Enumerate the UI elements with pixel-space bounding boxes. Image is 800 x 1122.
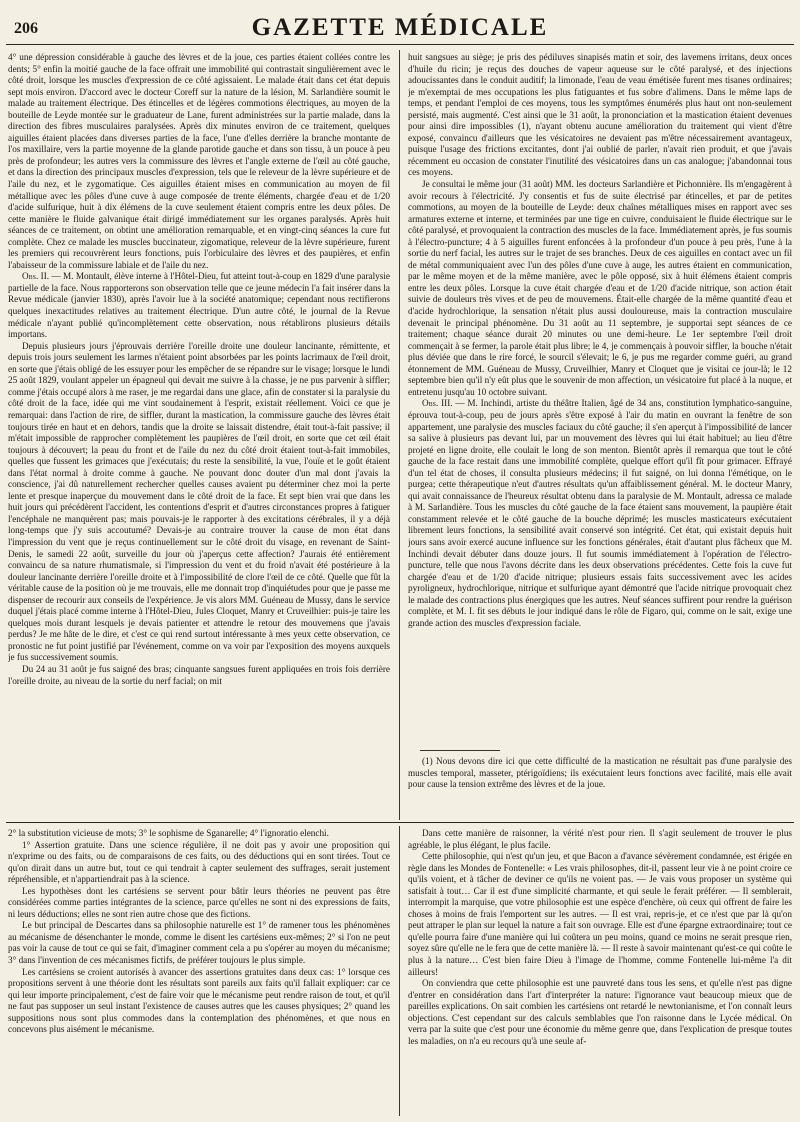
column-divider <box>399 50 400 820</box>
paragraph-text: — M. Inchindi, artiste du théâtre Italien, âgé de 34 ans, constitution lymphatico-sanguine, éprouva tout-à-coup, peu de jours après s'être exposé à l'air du matin en ouvrant la fenêtre de son appartement, une paralysie des muscles faciaux du côté gauche; il s'en aperçut à l'impossibilité de lancer sa salive à plusieurs pas devant lui, par un mouvement des lèvres qui lui était habituel; au lieu d'être projeté en ligne droite, elle coulait le long de son menton. Bientôt après il remarqua que tout le côté gauche de la face restait dans une immobilité complète, quelque effort qu'il fît pour grimacer. Effrayé d'un tel état de choses, il consulta plusieurs médecins; il fut saigné, on lui donna l'émétique, on le purgea; cette thérapeutique n'eut d'autres résultats qu'un affaiblissement général. M. le docteur Manry, qui avait connaissance de l'heureux résultat obtenu dans la paralysie de M. Montault, adressa ce malade à M. Sarlandière. Tous les muscles du côté gauche de la face étaient sans mouvement, la paupière était constamment relevée et le côté gauche de la bouche déprimé; les muscles masticateurs exécutaient librement leurs fonctions, la sensibilité avait conservé son intégrité. Cet état, qui existait depuis huit jours sans avoir exercé aucune influence sur les fonctions générales, était d'autant plus fâcheux que M. Inchindi devait débuter dans douze jours. Il fut soumis immédiatement à l'opération de l'électro-puncture, telle que nous l'avons décrite dans les deux observations précédentes. Cette fois la cuve fut chargée d'eau et de 1/20 d'acide nitrique; plusieurs essais faits successivement avec les acides pyroligneux, hydrochlorique, nitrique et sulfurique ayant démontré que l'acide nitrique provoquait chez le malade des contractions plus énergiques que les autres. Neuf séances suffirent pour rendre la guérison complète, et M. I. fit ses débuts le jour indiqué dans le rôle de Figaro, qui, comme on le sait, exige une grande action des muscles d'expression faciale. <box>408 398 792 628</box>
paragraph <box>8 271 390 340</box>
running-head <box>6 14 794 45</box>
observation-lead: Obs. III. <box>422 398 453 409</box>
paragraph <box>408 398 792 629</box>
right-column-bottom <box>408 828 792 1116</box>
paragraph: 2° la substitution vicieuse de mots; 3° le sophisme de Sganarelle; 4° l'ignoratio elenchi. <box>8 828 329 838</box>
page-number: 206 <box>14 20 38 37</box>
footnote-divider <box>420 750 500 751</box>
paragraph: On conviendra que cette philosophie est une pauvreté dans tous les sens, et qu'elle n'est pas digne d'entrer en considération dans l'art d'interpréter la nature: l'ignorance vaut beaucoup mieux que de pareilles explications. On sait combien les cartésiens ont retardé le newtonianisme, et l'on connaît leurs objections. C'est cependant sur des calculs semblables que l'on raisonne dans le Lycée médical. On verra par la suite que c'est pour une économie du même genre que, dans l'explication de presque toutes les maladies, on n'a eu recours qu'à une seule af- <box>408 978 792 1046</box>
paragraph: Les hypothèses dont les cartésiens se servent pour bâtir leurs théories ne peuvent pas être considérées comme parties intégrantes de la science, parce qu'elles ne sont ni des expressions de faits, ni leurs déductions; elles ne sont rien autre chose que des fictions. <box>8 885 390 919</box>
left-column-bottom <box>8 828 390 1116</box>
paragraph: Dans cette manière de raisonner, la vérité n'est pour rien. Il s'agit seulement de trouver le plus agréable, le plus élégant, le plus facile. <box>408 828 792 850</box>
observation-lead: Obs. II. <box>22 271 50 282</box>
paragraph: Du 24 au 31 août je fus saigné des bras; cinquante sangsues furent appliquées en trois fois derrière l'oreille droite, au niveau de la sortie du nerf facial; on mit <box>8 663 390 686</box>
left-column-top <box>8 52 390 820</box>
paragraph: 4° une dépression considérable à gauche des lèvres et de la joue, ces parties étaient collées contre les dents; 5° enfin la moitié gauche de la face offrait une immobilité qui contrastait singulièrement avec le côté droit, lorsque les muscles d'expression de ce côté agissaient. Le malade était dans cet état depuis sept mois environ. D'accord avec le docteur Coreff sur la nature de la lésion, M. Sarlandière soumit le malade au traitement électrique. Des étincelles et de légères commotions électriques, au moyen de la bouteille de Leyde montée sur le graduateur de Lane, furent administrées sur la partie malade, dans la direction des fibres musculaires paralysées. Après dix minutes environ de ce traitement, quelques aiguilles étaient placées dans diverses parties de la face, l'une d'elles derrière la branche montante de l'os maxillaire, vers la partie moyenne de la glande parotide gauche et dans son tissu, à un pouce à peu près de profondeur; les autres vers la commissure des lèvres et l'angle externe de l'œil au côté gauche, et dans la direction des principaux muscles d'expression, tels que le releveur de la lèvre supérieure et de l'aile du nez, et le zygomatique. Ces aiguilles étaient mises en communication au moyen de fil métallique avec les pôles d'une cuve à auge composée de trente éléments, chargée d'eau et de 1/20 d'acide sulfurique, huit à dix élémens de la cuve seulement étaient compris entre les deux pôles. De cette manière le fluide galvanique était dirigé immédiatement sur les organes paralysés. Après huit séances de ce traitement, on obtint une amélioration remarquable, et en vingt-cinq séances la cure fut complète. Chez ce malade les muscles buccinateur, zigomatique, releveur de la lèvre supérieure, furent les premiers qui recouvrèrent leurs fonctions, puis l'orbiculaire des lèvres et des paupières, et enfin l'abaisseur de la commissure labiale et de l'aile du nez. <box>8 52 390 270</box>
paragraph: huit sangsues au siège; je pris des pédiluves sinapisés matin et soir, des lavemens irritans, deux onces d'huile du ricin; je reçus des douches de vapeur aqueuse sur le côté paralysé, et des injections adoucissantes dans le conduit auditif; la limonade, l'eau de veau émétisée furent mes tisanes ordinaires; je m'exemptai de mes occupations les plus fatiguantes et fus sobre d'alimens. Dans le même laps de temps, et pendant l'emploi de ces moyens, tous les symptômes énumérés plus haut ont non-seulement persisté, mais augmenté. C'est ainsi que le 31 août, la prononciation et la mastication étaient devenues pour ainsi dire impossibles (1), n'ayant obtenu aucune amélioration du traitement qui vient d'être exposé, convaincu d'ailleurs que les vésicatoires ne devaient pas m'être nécessairement avantageux, puisque l'usage des frictions excitantes, dont j'ai oublié de parler, n'avait rien produit, et que j'avais récemment eu occasion de constater l'inutilité des vésicatoires dans un cas analogue; j'abandonnai tous ces moyens. <box>408 52 792 178</box>
footnote <box>408 756 792 818</box>
paragraph: Le but principal de Descartes dans sa philosophie naturelle est 1° de ramener tous les phénomènes au mécanisme de désenchanter le monde, comme le disent les cartésiens eux-mêmes; 2° si l'on ne peut pas voir la cause de tout ce qui se fait, d'imaginer comment cela a pu s'opérer au moyen du mécanisme; 3° dans l'invention de ces mécanismes fictifs, de préférer toujours le plus simple. <box>8 920 390 966</box>
paragraph: 1° Assertion gratuite. Dans une science régulière, il ne doit pas y avoir une proposition qui n'exprime ou des faits, ou de comparaisons de ces faits, ou des déductions qui en sont tirées. Tout ce qu'on dirait dans un autre but, tout ce qui tendrait à capter seulement des suffrages, serait justement répréhensible, et n'appartiendrait pas à la science. <box>8 839 390 885</box>
journal-title: GAZETTE MÉDICALE <box>251 14 549 41</box>
paragraph: Je consultai le même jour (31 août) MM. les docteurs Sarlandière et Pichonnière. Ils m'engagèrent à avoir recours à l'électricité. J'y consentis et fus de suite électrisé par étincelles, et par de petites commotions, au moyen de la bouteille de Leyde: deux chaînes métalliques mises en rapport avec ses armatures externe et interne, et terminées par une tige en cuivre, conduisaient le fluide électrique sur le côté paralysé, et provoquaient la contraction des muscles de la face. Immédiatement après, je fus soumis à l'électro-puncture; 4 à 5 aiguilles furent enfoncées à la profondeur d'un pouce à peu près, l'une à la sortie du nerf facial, les autres sur le trajet de ses branches. Deux de ces aiguilles en contact avec un fil de métal communiquaient avec l'un des pôles d'une cuve à auge, les autres étaient en communication, par le même moyen et de la même manière, avec le pôle opposé, six à huit élémens étaient compris entre les deux pôles. Lorsque la cuve était chargée d'eau et de 1/20 d'acide nitrique, son action était suivie de douleurs très vives et de peu de mouvemens. Était-elle chargée de la même quantité d'eau et d'acide hydrochlorique, la sensation n'était plus aussi douloureuse, mais la contraction musculaire devenait le principal phénomène. Du 31 août au 11 septembre, je supportai sept séances de ce traitement; chaque séance durait 20 minutes ou une demi-heure. Le 1er septembre l'œil droit commençait à se fermer, la parole était plus libre; le 4, je commençais à pouvoir siffler, la bouche n'était plus déviée que dans le rire forcé, le sourcil s'élevait; le 6, je pus me regarder comme guéri, au grand étonnement de MM. Guéneau de Mussy, Cruveilhier, Manry et Cloquet que je visitai ce jour-là; le 12 septembre bien qu'il n'y eût plus que le souvenir de mon affection, un vésicatoire fut placé à la nuque, et entretenu jusqu'au 10 octobre suivant. <box>408 179 792 397</box>
column-divider <box>399 826 400 1116</box>
footnote-text: (1) Nous devons dire ici que cette difficulté de la mastication ne résultait pas d'une paralysie des muscles temporal, masseter, ptérigoïdiens; ils exécutaient leurs fonctions avec facilité, mais elle avait pour cause la tension extrême des lèvres et de la joue. <box>408 756 792 790</box>
paragraph-text: — M. Montault, élève interne à l'Hôtel-Dieu, fut atteint tout-à-coup en 1829 d'une paralysie partielle de la face. Nous rapporterons son observation telle que ce jeune médecin l'a fait insérer dans la Revue médicale (janvier 1830), après l'avoir lue à la société anatomique; cependant nous rectifierons quelques inexactitudes relatives au traitement électrique. D'un autre côté, le journal de la Revue médicale n'ayant publié qu'incomplètement cette observation, nous rétablirons plusieurs détails importans. <box>8 271 390 340</box>
paragraph: Cette philosophie, qui n'est qu'un jeu, et que Bacon a d'avance sévèrement condamnée, est érigée en règle dans les Mondes de Fontenelle: « Les vrais philosophes, dit-il, passent leur vie à ne point croire ce qu'ils voient, et à tâcher de deviner ce qu'ils ne voient pas. — Je vais vous proposer un système qui satisfait à tout… Car il est d'une simplicité charmante, et qui seule le ferait préférer. — Il semblerait, interrompit la marquise, que votre philosophie est une espèce d'enchère, où ceux qui offrent de faire les choses à moins de frais l'emportent sur les autres. — Il est vrai, repris-je, et ce n'est que par là qu'on peut attraper le plan sur lequel la nature a fait son ouvrage. Elle est d'une épargne extraordinaire; tout ce qu'elle pourra faire d'une manière qui lui coûtera un peu moins, quand ce moins ne serait presque rien, soyez sûre qu'elle ne le fera que de cette manière là. — Il reste à savoir maintenant qu'est-ce qui coûte le plus à la nature… C'est bien faire Dieu à l'image de l'homme, comme Fontenelle lui-même l'a dit ailleurs! <box>408 851 792 977</box>
paragraph: Depuis plusieurs jours j'éprouvais derrière l'oreille droite une douleur lancinante, rémittente, et depuis trois jours seulement les larmes n'étaient point absorbées par les points lacrimaux de l'œil droit, en sorte que j'étais obligé de les essuyer pour les empêcher de se répandre sur le visage; lorsque le lundi 25 août 1829, voulant appeler un épagneul qui devait me suivre à la chasse, je ne pus parvenir à siffler; comme j'étais occupé alors à me raser, je me regardai dans une glace, afin de constater si la paralysie du côté droit de la face, idée qui me vint soudainement à l'esprit, existait réellement. Voici ce que je remarquai: dans l'action de rire, de siffler, durant la mastication, la commissure gauche des lèvres était toujours tirée en haut et en dehors, tandis que la droite se laissait distendre, était tout-à-fait passive; il m'était impossible de rapprocher complètement les paupières de l'œil droit, en sorte que cet œil était toujours à découvert; la peau du front et de l'aile du nez du côté droit étaient tout-à-fait immobiles, quelles que fussent les grimaces que j'exécutais; du reste la sensibilité, la vue, l'ouïe et le goût étaient dans l'état normal à droite comme à gauche. Ne pouvant donc douter d'un mal dont j'avais la conscience, j'ai dû naturellement rechercher quelles causes avaient pu déterminer chez moi la perte lente et presque inaperçue du mouvement dans le côté droit de la face. Et sept bien vrai que dans les huit jours qui précédèrent l'accident, les contentions d'esprit et d'autres circonstances propres à fatiguer l'encéphale ne manquèrent pas; mais pouvais-je le rapporter à des excitations cérébrales, il y a déjà long-temps que j'y suis accoutumé? Devais-je au contraire trouver la cause de mon état dans l'impression du vent que je reçus continuellement sur le côté droit du visage, en revenant de Saint-Denis, le samedi 22 août, surveille du jour où j'aperçus cette affection? J'aurais été entièrement convaincu de sa nature rhumatismale, si l'impression du vent et du froid n'avait été postérieure à la douleur lancinante derrière l'oreille droite et à l'impossibilité de clore l'œil de ce côté. Quelle que fût la véritable cause de la position où je me trouvais, elle me donnait trop d'inquiétudes pour que je passe me dispenser de recourir aux conseils de l'expérience. Je vis alors MM. Guéneau de Mussy, dans le service duquel j'étais placé comme interne à l'Hôtel-Dieu, Jules Cloquet, Manry et Cruveilhier: puis-je taire les quelques mois durant lesquels je devais patienter et attendre le retour des mouvemens que j'avais perdus? Je me hâte de le dire, et c'est ce qui rend surtout intéressante à mes yeux cette observation, ce pronostic ne fut point justifié par l'événement, comme on va voir par l'exposition des moyens auxquels je fus successivement soumis. <box>8 340 390 663</box>
paragraph: Les cartésiens se croient autorisés à avancer des assertions gratuites dans deux cas: 1° lorsque ces propositions servent à une théorie dont les résultats sont pareils aux faits qu'il fallait expliquer: car ce qui leur importe principalement, c'est de faire voir que le mécanisme peut rendre raison de tout, et qu'il ne faut pas supposer un seul instant l'existence de causes autres que les causes physiques; 2° quand les suppositions nous sont plus commodes dans la contemplation des phénomènes, et que nous en concevons plus aisément le mécanisme. <box>8 966 390 1035</box>
right-column-top <box>408 52 792 750</box>
section-divider <box>6 822 794 825</box>
